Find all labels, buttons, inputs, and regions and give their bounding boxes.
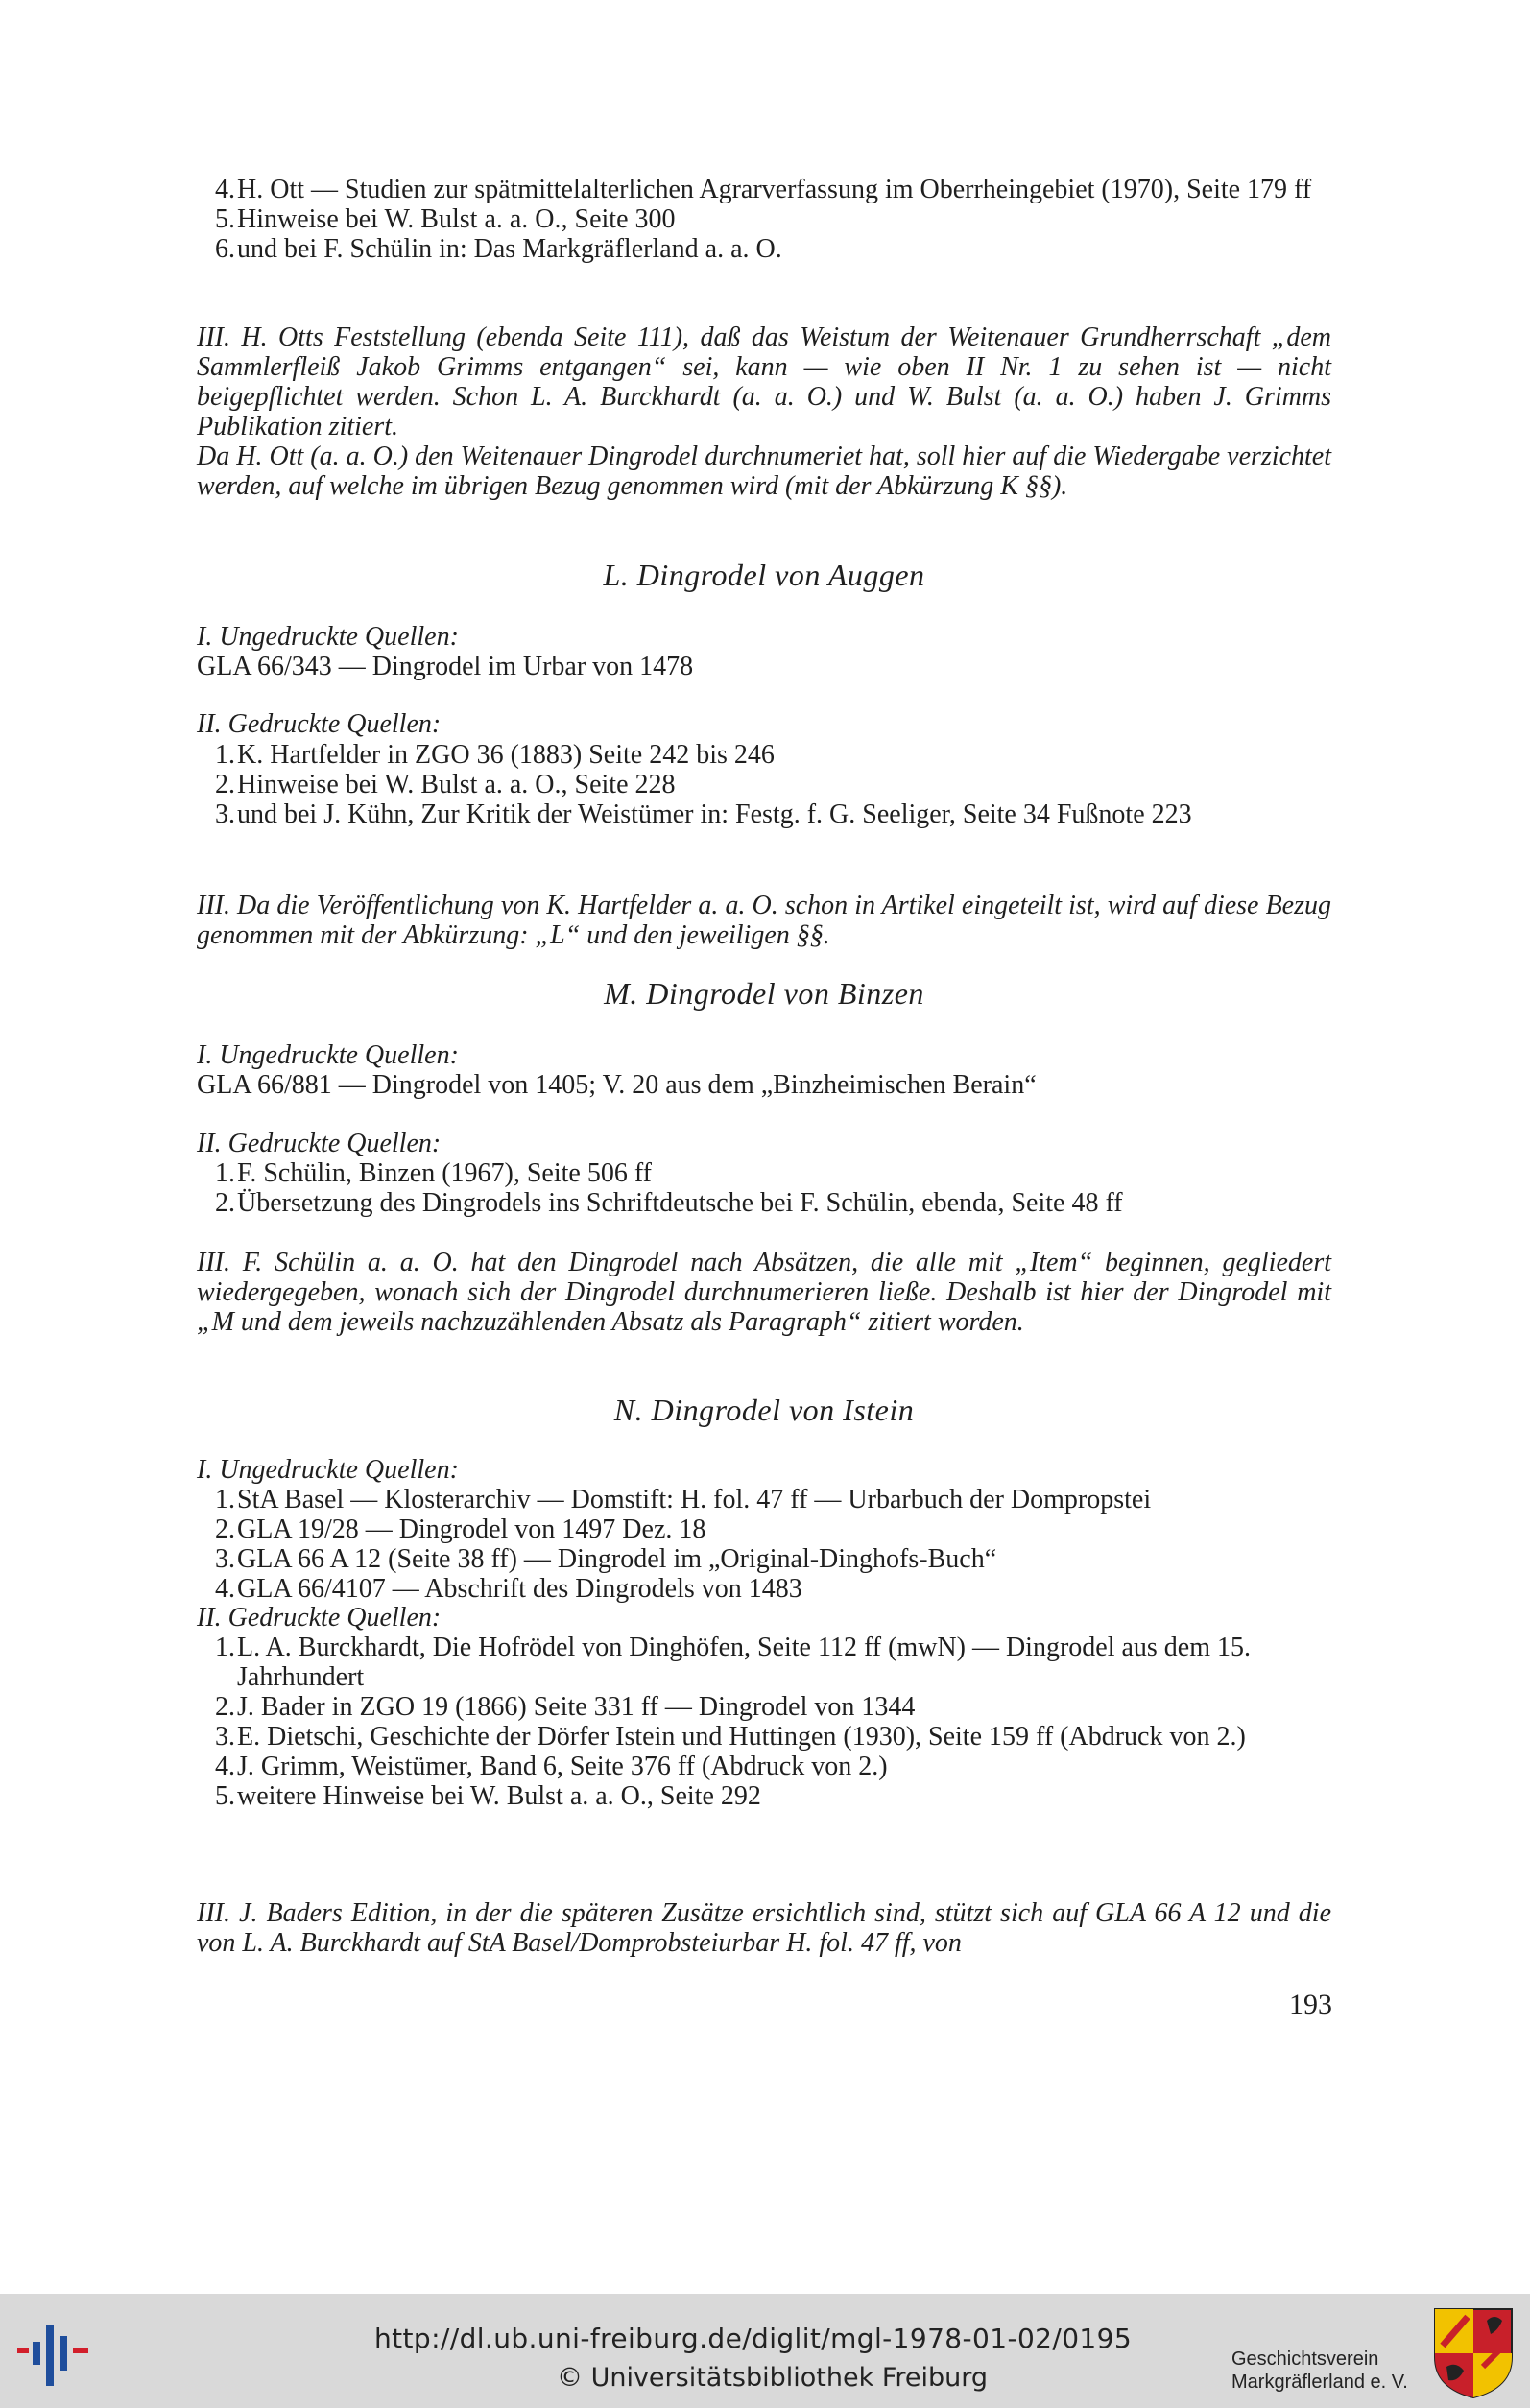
page-number: 193 <box>1289 1989 1332 2020</box>
section-n-i-label: I. Ungedruckte Quellen: <box>197 1455 459 1485</box>
section-n-ii-label: II. Gedruckte Quellen: <box>197 1603 442 1633</box>
section-n-i-list <box>197 1485 1331 1604</box>
section-m-ii-list <box>197 1158 1331 1218</box>
list-item: 6. und bei F. Schülin in: Das Markgräflerland a. a. O. <box>215 234 782 264</box>
section-n-heading: N. Dingrodel von Istein <box>613 1393 915 1427</box>
list-item: 3. und bei J. Kühn, Zur Kritik der Weistümer in: Festg. f. G. Seeliger, Seite 34 Fußnote 223 <box>215 799 1192 829</box>
ub-freiburg-logo-icon <box>17 2315 98 2392</box>
section-l-ii-list <box>197 740 1331 829</box>
section-l-iii-paragraph: III. Da die Veröffentlichung von K. Hartfelder a. a. O. schon in Artikel eingeteilt ist, wird auf diese Bezug genommen mit der Abkürzung: „L“ und den jeweiligen §§. <box>197 891 1331 950</box>
footer-copyright: © Universitätsbibliothek Freiburg <box>557 2363 989 2393</box>
coat-of-arms-icon <box>1433 2307 1514 2399</box>
list-item: 1. K. Hartfelder in ZGO 36 (1883) Seite 242 bis 246 <box>215 740 775 770</box>
section-m-iii-paragraph: III. F. Schülin a. a. O. hat den Dingrodel nach Absätzen, die alle mit „Item“ beginnen, gegliedert wiedergegeben, wonach sich der Dingrodel durchnumerieren ließe. Deshalb ist hier der Dingrodel mit „M und dem jeweils nachzuzählenden Absatz als Paragraph“ zitiert worden. <box>197 1248 1331 1337</box>
section-l-i-label: I. Ungedruckte Quellen: <box>197 622 459 652</box>
section-m-ii-label: II. Gedruckte Quellen: <box>197 1129 442 1158</box>
section-l-heading: L. Dingrodel von Auggen <box>603 558 925 592</box>
section-k-iii-paragraph-2: Da H. Ott (a. a. O.) den Weitenauer Dingrodel durchnumeriet hat, soll hier auf die Wiedergabe verzichtet werden, auf welche im übrigen Bezug genommen wird (mit der Abkürzung K §§). <box>197 441 1331 501</box>
section-k-sources-list <box>197 175 1331 264</box>
section-n-iii-paragraph: III. J. Baders Edition, in der die späteren Zusätze ersichtlich sind, stützt sich auf GLA 66 A 12 und die von L. A. Burckhardt auf StA Basel/Domprobsteiurbar H. fol. 47 ff, von <box>197 1898 1331 1958</box>
list-item: 4. GLA 66/4107 — Abschrift des Dingrodels von 1483 <box>215 1574 802 1604</box>
list-item: 5. Hinweise bei W. Bulst a. a. O., Seite 300 <box>215 204 676 234</box>
list-item: 4. H. Ott — Studien zur spätmittelalterlichen Agrarverfassung im Oberrheingebiet (1970), Seite 179 ff <box>215 175 1312 204</box>
list-item: 1. L. A. Burckhardt, Die Hofrödel von Dinghöfen, Seite 112 ff (mwN) — Dingrodel aus dem 15. Jahrhundert <box>215 1633 1252 1692</box>
section-l-i-text: GLA 66/343 — Dingrodel im Urbar von 1478 <box>197 652 694 681</box>
society-line-2: Markgräflerland e. V. <box>1231 2372 1408 2393</box>
list-item: 2. Übersetzung des Dingrodels ins Schriftdeutsche bei F. Schülin, ebenda, Seite 48 ff <box>215 1188 1123 1218</box>
society-line-1: Geschichtsverein <box>1231 2348 1379 2370</box>
section-l-ii-label: II. Gedruckte Quellen: <box>197 709 442 739</box>
list-item: 4. J. Grimm, Weistümer, Band 6, Seite 376 ff (Abdruck von 2.) <box>215 1752 888 1781</box>
section-n-ii-list <box>197 1633 1331 1811</box>
section-m-i-label: I. Ungedruckte Quellen: <box>197 1040 459 1070</box>
list-item: 2. J. Bader in ZGO 19 (1866) Seite 331 ff — Dingrodel von 1344 <box>215 1692 916 1722</box>
list-item: 1. StA Basel — Klosterarchiv — Domstift: H. fol. 47 ff — Urbarbuch der Dompropstei <box>215 1485 1152 1514</box>
list-item: 1. F. Schülin, Binzen (1967), Seite 506 ff <box>215 1158 652 1188</box>
section-k-iii-paragraph: III. H. Otts Feststellung (ebenda Seite 111), daß das Weistum der Weitenauer Grundherrschaft „dem Sammlerfleiß Jakob Grimms entgangen“ sei, kann — wie oben II Nr. 1 zu sehen ist — nicht beigepflichtet werden. Schon L. A. Burckhardt (a. a. O.) und W. Bulst (a. a. O.) haben J. Grimms Publikation zitiert. <box>197 322 1331 441</box>
list-item: 3. GLA 66 A 12 (Seite 38 ff) — Dingrodel im „Original-Dinghofs-Buch“ <box>215 1544 997 1574</box>
list-item: 2. Hinweise bei W. Bulst a. a. O., Seite 228 <box>215 770 676 799</box>
society-name <box>1231 2348 1423 2394</box>
list-item: 5. weitere Hinweise bei W. Bulst a. a. O., Seite 292 <box>215 1781 761 1811</box>
list-item: 2. GLA 19/28 — Dingrodel von 1497 Dez. 18 <box>215 1514 706 1544</box>
section-m-heading: M. Dingrodel von Binzen <box>604 976 924 1011</box>
footer-url-link[interactable]: http://dl.ub.uni-freiburg.de/diglit/mgl-1978-01-02/0195 <box>374 2323 1133 2354</box>
list-item: 3. E. Dietschi, Geschichte der Dörfer Istein und Huttingen (1930), Seite 159 ff (Abdruck von 2.) <box>215 1722 1246 1752</box>
section-m-i-text: GLA 66/881 — Dingrodel von 1405; V. 20 aus dem „Binzheimischen Berain“ <box>197 1070 1037 1100</box>
